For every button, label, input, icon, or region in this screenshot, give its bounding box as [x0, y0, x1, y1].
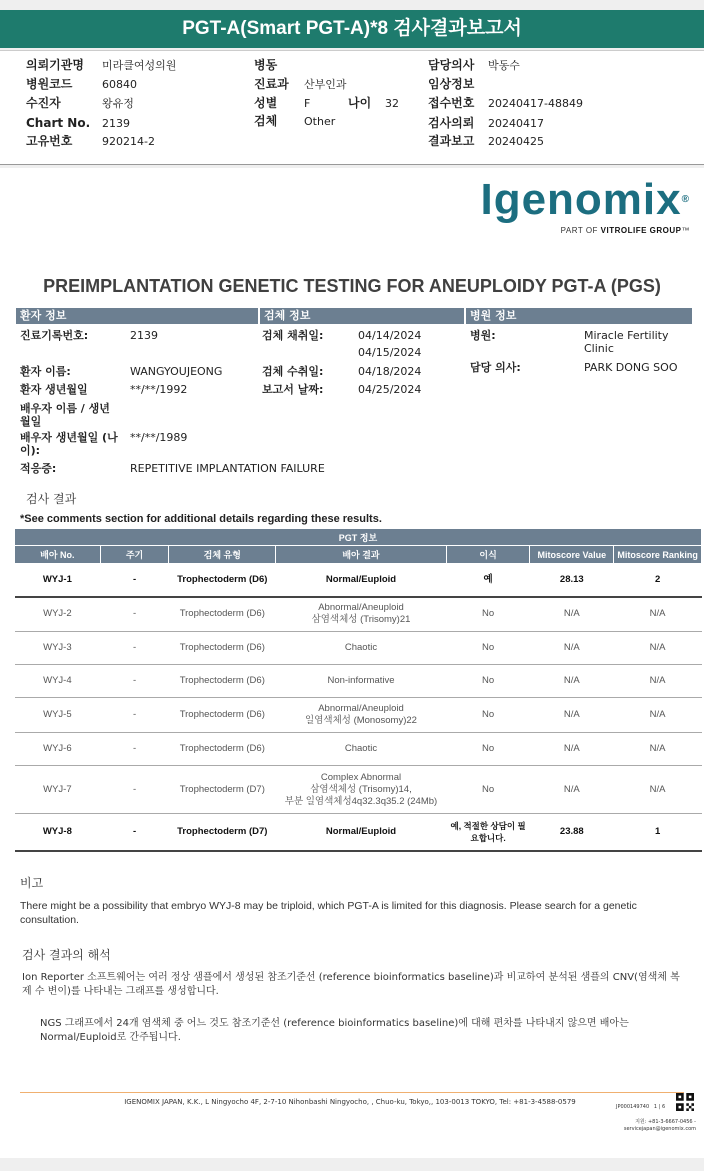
result-line: 일염색체성 (Monosomy)22 — [305, 715, 417, 726]
patient-dob-label: 환자 생년월일 — [20, 383, 88, 396]
mitoscore-rank-cell: N/A — [614, 632, 702, 665]
column-header: Mitoscore Value — [530, 546, 614, 564]
results-note: *See comments section for additional details regarding these results. — [20, 513, 382, 525]
result-line: Chaotic — [344, 743, 378, 754]
mitoscore-value-cell: N/A — [530, 766, 614, 814]
igenomix-logo: Igenomix® PART OF VITROLIFE GROUP™ — [480, 175, 690, 235]
embryo-result-cell — [276, 665, 446, 698]
patient-name-label: 환자 이름: — [20, 365, 71, 378]
transfer-cell: 예 — [446, 564, 530, 597]
mitoscore-value-cell: N/A — [530, 665, 614, 698]
footer-contact: 지원: +81-3-6667-0456 - servicejapan@igenomix.com — [623, 1119, 696, 1132]
pgt-results-table — [14, 528, 702, 852]
transfer-cell: No — [446, 766, 530, 814]
footer-code: JP000149740 1 | 6 — [616, 1104, 666, 1110]
patient-record-no: 2139 — [130, 329, 158, 342]
column-header: 배아 결과 — [276, 546, 446, 564]
embryo-no-cell: WYJ-8 — [15, 814, 101, 851]
footer-rule — [20, 1092, 684, 1093]
indication-label: 적응증: — [20, 462, 57, 475]
embryo-no-cell: WYJ-5 — [15, 698, 101, 733]
embryo-no-cell: WYJ-7 — [15, 766, 101, 814]
cycle-cell: - — [100, 665, 169, 698]
report-title: PGT-A(Smart PGT-A)*8 검사결과보고서 — [0, 10, 704, 48]
result-line: Normal/Euploid — [325, 573, 397, 585]
embryo-no-cell: WYJ-2 — [15, 597, 101, 632]
specimen-info-header: 검체 정보 — [260, 308, 464, 324]
collection-date-2: 04/15/2024 — [358, 346, 422, 359]
embryo-no-cell: WYJ-1 — [15, 564, 101, 597]
result-line: Normal/Euploid — [325, 825, 397, 837]
specimen-type-cell: Trophectoderm (D7) — [169, 814, 276, 851]
specimen-type-cell: Trophectoderm (D6) — [169, 698, 276, 733]
cycle-cell: - — [100, 597, 169, 632]
embryo-no-cell: WYJ-3 — [15, 632, 101, 665]
column-header: 배아 No. — [15, 546, 101, 564]
mitoscore-rank-cell: N/A — [614, 665, 702, 698]
column-header: Mitoscore Ranking — [614, 546, 702, 564]
embryo-no-cell: WYJ-4 — [15, 665, 101, 698]
report-date-label: 보고서 날짜: — [262, 383, 324, 396]
hospital-label: 병원: — [470, 329, 496, 342]
hospital-name: Miracle Fertility Clinic — [584, 329, 669, 355]
result-line: Chaotic — [344, 642, 378, 653]
table-row — [15, 564, 702, 597]
cycle-cell: - — [100, 632, 169, 665]
indication: REPETITIVE IMPLANTATION FAILURE — [130, 462, 325, 475]
result-line: 삼염색체성 (Trisomy)14, — [310, 783, 412, 795]
result-line: Abnormal/Aneuploid — [318, 602, 404, 614]
specimen-type-cell: Trophectoderm (D6) — [169, 733, 276, 766]
transfer-cell: No — [446, 665, 530, 698]
mitoscore-value-cell: N/A — [530, 632, 614, 665]
result-line: Complex Abnormal — [320, 771, 402, 783]
spouse-dob-label: 배우자 생년월일 (나이): — [20, 431, 118, 457]
result-line: 부분 일염색체성4q32.3q35.2 (24Mb) — [284, 795, 438, 807]
order-info-panel: 의뢰기관명 미라클여성의원 병원코드 60840 수진자 왕유정 Chart No. 2139 고유번호 920214-2 병동 진료과 산부인과 성별 F 나이 32 검체 Other 담당의사 박동수 임상정보 접수번호 20240417-48849 검사의뢰 20240417 결과보고 20240425 — [0, 50, 704, 165]
hospital-info-header: 병원 정보 — [466, 308, 692, 324]
transfer-cell: No — [446, 698, 530, 733]
mitoscore-value-cell: 28.13 — [530, 564, 614, 597]
mitoscore-rank-cell: N/A — [614, 698, 702, 733]
mitoscore-value-cell: 23.88 — [530, 814, 614, 851]
specimen-type-cell: Trophectoderm (D6) — [169, 564, 276, 597]
cycle-cell: - — [100, 766, 169, 814]
transfer-cell: No — [446, 632, 530, 665]
report-date: 04/25/2024 — [358, 383, 422, 396]
table-group-header: PGT 정보 — [15, 529, 702, 546]
column-header: 검체 유형 — [169, 546, 276, 564]
cycle-cell: - — [100, 698, 169, 733]
mitoscore-rank-cell: N/A — [614, 733, 702, 766]
specimen-type-cell: Trophectoderm (D6) — [169, 632, 276, 665]
mitoscore-rank-cell: N/A — [614, 597, 702, 632]
column-header: 이식 — [446, 546, 530, 564]
table-row — [15, 766, 702, 814]
result-line: 삼염색체성 (Trisomy)21 — [311, 614, 411, 626]
interpretation-p2: NGS 그래프에서 24개 염색체 중 어느 것도 참조기준선 (reference bioinformatics baseline)에 대해 편차를 나타내지 않으면 배아는 Normal/Euploid로 간주됩니다. — [40, 1018, 629, 1043]
embryo-result-cell — [276, 814, 446, 851]
specimen-type-cell: Trophectoderm (D6) — [169, 665, 276, 698]
table-row — [15, 665, 702, 698]
column-header: 주기 — [100, 546, 169, 564]
attending-doctor-label: 담당 의사: — [470, 361, 521, 374]
transfer-cell: No — [446, 733, 530, 766]
mitoscore-rank-cell: 1 — [614, 814, 702, 851]
mitoscore-value-cell: N/A — [530, 698, 614, 733]
table-row — [15, 698, 702, 733]
spouse-name-dob-label: 배우자 이름 / 생년월일 — [20, 402, 110, 428]
transfer-cell: 예, 적절한 상담이 필요합니다. — [446, 814, 530, 851]
embryo-result-cell — [276, 698, 446, 733]
collection-date-1: 04/14/2024 — [358, 329, 422, 342]
embryo-result-cell — [276, 733, 446, 766]
results-title: 검사 결과 — [26, 492, 77, 506]
result-line: Abnormal/Aneuploid — [318, 703, 404, 714]
receipt-date-label: 검체 수취일: — [262, 365, 324, 378]
remarks-text: There might be a possibility that embryo WYJ-8 may be triploid, which PGT-A is limited for this diagnosis. Please search for a genetic consultation. — [20, 900, 637, 926]
embryo-result-cell — [276, 597, 446, 632]
patient-info-header: 환자 정보 — [16, 308, 258, 324]
embryo-result-cell — [276, 766, 446, 814]
mitoscore-value-cell: N/A — [530, 733, 614, 766]
remarks-title: 비고 — [20, 876, 44, 890]
attending-doctor: PARK DONG SOO — [584, 361, 678, 374]
patient-dob: **/**/1992 — [130, 383, 188, 396]
patient-name: WANGYOUJEONG — [130, 365, 223, 378]
table-row — [15, 597, 702, 632]
table-row — [15, 814, 702, 851]
transfer-cell: No — [446, 597, 530, 632]
embryo-result-cell — [276, 632, 446, 665]
specimen-type-cell: Trophectoderm (D6) — [169, 597, 276, 632]
specimen-type-cell: Trophectoderm (D7) — [169, 766, 276, 814]
qr-code-icon — [676, 1093, 694, 1111]
cycle-cell: - — [100, 733, 169, 766]
embryo-no-cell: WYJ-6 — [15, 733, 101, 766]
mitoscore-rank-cell: 2 — [614, 564, 702, 597]
interpretation-p1: Ion Reporter 소프트웨어는 여러 정상 샘플에서 생성된 참조기준선 (reference bioinformatics baseline)과 비교하여 분석된 샘플의 CNV(염색체 복제 수 변이)를 나타내는 그래프를 생성합니다. — [22, 972, 680, 997]
footer-address: IGENOMIX JAPAN, K.K., L Ningyocho 4F, 2-7-10 Nihonbashi Ningyocho, , Chuo-ku, Tokyo,, 103-0013 TOKYO, Tel: +81-3-4588-0579 — [124, 1098, 576, 1106]
report-page — [0, 168, 704, 1158]
result-line: Non-informative — [327, 675, 395, 686]
patient-record-no-label: 진료기록번호: — [20, 329, 89, 342]
document-title: PREIMPLANTATION GENETIC TESTING FOR ANEUPLOIDY PGT-A (PGS) — [43, 276, 661, 296]
spouse-dob: **/**/1989 — [130, 431, 188, 444]
cycle-cell: - — [100, 564, 169, 597]
mitoscore-rank-cell: N/A — [614, 766, 702, 814]
mitoscore-value-cell: N/A — [530, 597, 614, 632]
embryo-result-cell — [276, 564, 446, 597]
receipt-date: 04/18/2024 — [358, 365, 422, 378]
table-row — [15, 733, 702, 766]
table-row — [15, 632, 702, 665]
cycle-cell: - — [100, 814, 169, 851]
interpretation-title: 검사 결과의 해석 — [22, 948, 111, 962]
collection-date-label: 검체 채취일: — [262, 329, 324, 342]
